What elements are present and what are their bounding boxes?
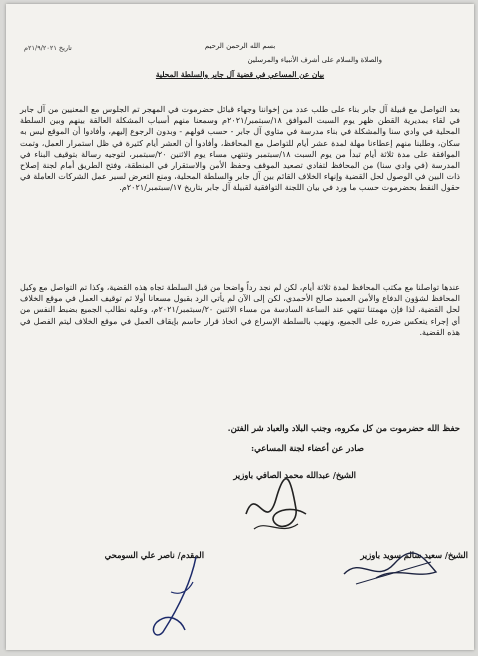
paragraph-1: بعد التواصل مع قبيلة آل جابر بناء على طلب عدد من إخواننا وجهاء قبائل حضرموت في المهجر تم الجلوس مع المعنيين من آل جابر في لقاء بمديرية القطن ظهر يوم السبت الموافق ١٨/سبتمبر/٢٠٢١م وسمعنا منهم أسباب المشكلة العالقة بينهم وبين السلطة المحلية في وادي سنا والمشكلة في بناء مدرسة في متاوي آل جابر - حسب قولهم - وبدون الرجوع إليهم، وأفادوا أن الموقع ليس به سكان، وطلبنا منهم إعطاءنا مهلة لمدة عشر أيام للتواصل مع المحافظ، وأفادوا أن العشر أيام كثيرة في ظل استمرار العمل، وتمت الموافقة على مدة ثلاثة أيام تبدأ من يوم السبت ١٨/سبتمبر وتنتهي مساء يوم الاثنين ٢٠/سبتمبر، لتوجيه رسالة بتوقيف البناء في المدرسة (في وادي سنا) من المحافظ لتفادي تصعيد الموقف وحفظ الأمن والاستقرار في المنطقة، وفتح الطريق أمام لجنة إصلاح ذات البين في الوصول لحل القضية وإنهاء الخلاف القائم بين آل جابر والسلطة المحلية، ومنع التعرض لسير عمل الشركات العاملة في حقول النفط بحضرموت حسب ما ورد في بيان اللجنة التوافقية لقبيلة آل جابر بتاريخ ١٧/سبتمبر/٢٠٢١م. — [20, 104, 461, 193]
document-date: تاريخ ٢١/٩/٢٠٢١م — [24, 44, 72, 52]
issued-by: صادر عن أعضاء لجنة المساعي: — [251, 444, 364, 454]
signatory-2: الشيخ/ سعيد سالم سويد باوزير — [360, 550, 468, 560]
closing-prayer: حفظ الله حضرموت من كل مكروه، وجنب البلاد والعباد شر الفتن. — [227, 424, 460, 434]
signatory-1: الشيخ/ عبدالله محمد الصافي باوزير — [233, 470, 356, 480]
basmala: بسم الله الرحمن الرحيم — [204, 42, 276, 50]
statement-title: بيان عن المساعي في قضية آل جابر والسلطة المحلية — [155, 70, 325, 79]
handwritten-signature-3 — [141, 552, 211, 642]
handwritten-signature-2 — [336, 544, 446, 594]
salutation: والصلاة والسلام على أشرف الأنبياء والمرسلين — [247, 56, 382, 64]
document-page — [6, 4, 474, 650]
handwritten-signature-1 — [236, 474, 316, 544]
signatory-3: المقدم/ ناصر علي السومحي — [104, 550, 204, 560]
paragraph-2: عندها تواصلنا مع مكتب المحافظ لمدة ثلاثة أيام، لكن لم نجد رداً واضحا من قبل السلطة تجاه هذه القضية، وكذا تم التواصل مع وكيل المحافظ لشؤون الدفاع والأمن العميد صالح الأحمدي، لكن إلى الآن لم يأتي الرد بقبول مسعانا أولا ثم توقيف العمل في موقع الخلاف لحل القضية، لذا فإن مهمتنا تنتهي عند الساعة السادسة من مساء الاثنين ٢٠/سبتمبر/٢٠٢١م، وعليه نطالب الجميع بضبط النفس من أي إجراء ينعكس ضرره على الجميع، ونهيب بالسلطة الإسراع في اتخاذ قرار حاسم بإيقاف العمل في موقع الخلاف ليتم الفصل في هذه القضية. — [20, 282, 460, 337]
